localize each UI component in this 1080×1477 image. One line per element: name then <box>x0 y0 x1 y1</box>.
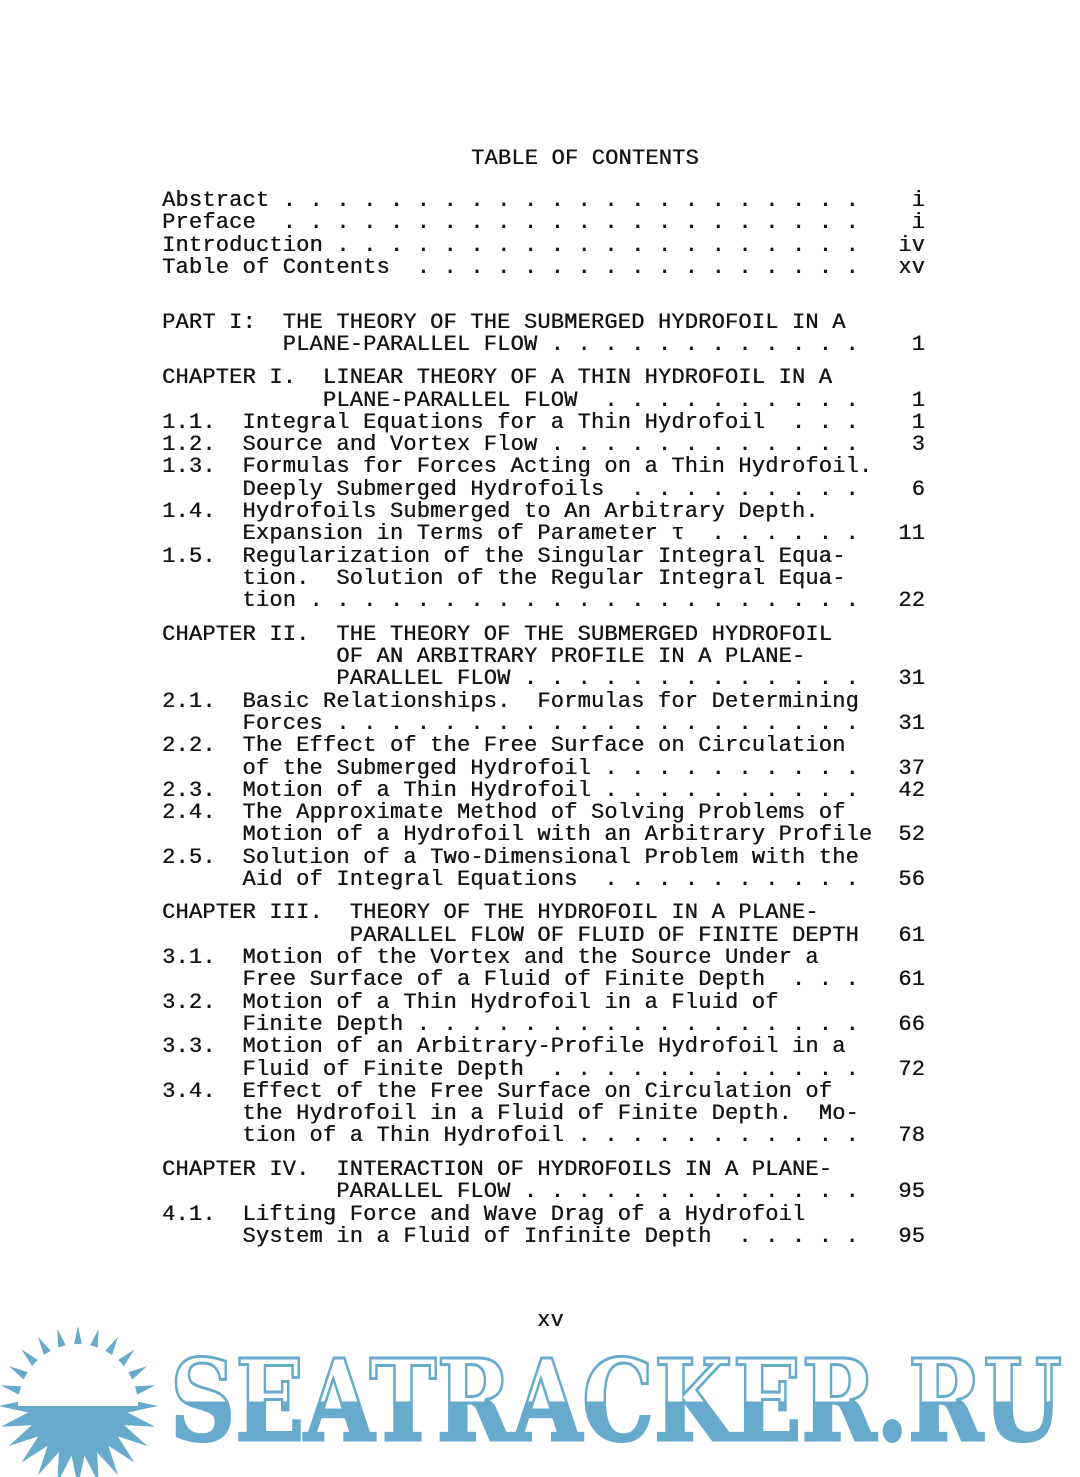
dot-leader: . . . . . . . . . . . . . <box>510 666 859 692</box>
toc-row <box>162 1036 932 1058</box>
page-number: 95 <box>898 1179 925 1205</box>
page-number: 3 <box>911 432 925 458</box>
toc-row <box>162 735 932 757</box>
page-number: 31 <box>898 666 925 692</box>
toc-row <box>162 922 932 948</box>
entry-number: 3.3. <box>162 1034 216 1060</box>
dot-leader: . . . . . . . . . . . . . . . . . . . . <box>322 710 859 736</box>
entry-title: Table of Contents <box>162 254 390 280</box>
toc-row <box>162 1103 932 1125</box>
sun-icon <box>0 1326 158 1477</box>
entry-title: Basic Relationships. Formulas for Determining <box>242 688 859 714</box>
page-number: iv <box>898 232 925 258</box>
entry-title: Motion of a Thin Hydrofoil in a Fluid of <box>242 989 779 1015</box>
toc-row <box>162 646 932 668</box>
entry-title: PARALLEL FLOW <box>336 1179 511 1205</box>
toc-row <box>162 668 932 690</box>
page-number: 52 <box>898 822 925 848</box>
page-number: 22 <box>898 588 925 614</box>
page-number: 31 <box>898 710 925 736</box>
entry-title: Source and Vortex Flow <box>242 432 538 458</box>
toc-row <box>162 590 932 612</box>
toc-row <box>162 254 932 280</box>
entry-number: 1.1. <box>162 409 216 435</box>
page-number: 61 <box>898 922 925 948</box>
toc-row <box>162 409 932 435</box>
dot-leader: . . . . . . . . . . <box>577 867 859 893</box>
page-number: xv <box>898 254 925 280</box>
page-number: 1 <box>911 387 925 413</box>
toc-row <box>162 1078 932 1104</box>
dot-leader: . . . . . . . . . . . . . . . . . . . . . . <box>269 188 859 213</box>
entry-title: Integral Equations for a Thin Hydrofoil <box>242 409 766 435</box>
entry-title: The Effect of the Free Surface on Circulation <box>242 733 846 759</box>
entry-title: the Hydrofoil in a Fluid of Finite Depth. Mo- <box>242 1101 859 1127</box>
dot-leader: . . . . . . . . . . <box>590 755 859 781</box>
entry-title: Abstract <box>162 188 270 213</box>
page-number: i <box>911 210 925 236</box>
toc-row <box>162 1156 932 1182</box>
toc-row <box>162 1125 932 1147</box>
toc-row <box>162 989 932 1015</box>
page-title: TABLE OF CONTENTS <box>471 146 699 171</box>
dot-leader: . . . . . . . . . . . . . . . . . . . . <box>322 232 859 258</box>
entry-title: PARALLEL FLOW OF FLUID OF FINITE DEPTH <box>349 922 859 948</box>
entry-title: LINEAR THEORY OF A THIN HYDROFOIL IN A <box>322 365 833 391</box>
toc-row <box>162 309 932 335</box>
toc-row <box>162 969 932 991</box>
dot-leader: . . . . . . . . . . . . . . . . . . . . . <box>296 588 859 614</box>
entry-number: 2.4. <box>162 800 216 826</box>
page-number: 42 <box>898 777 925 803</box>
entry-title: THE THEORY OF THE SUBMERGED HYDROFOIL IN A <box>282 309 846 335</box>
toc-row <box>162 190 932 212</box>
toc-row <box>162 1011 932 1037</box>
entry-number: 2.3. <box>162 777 216 803</box>
dot-leader: . . . . . . <box>684 521 859 547</box>
entry-title: PARALLEL FLOW <box>336 666 511 692</box>
toc-row <box>162 1223 932 1249</box>
entry-title: Effect of the Free Surface on Circulation of <box>242 1078 833 1104</box>
dot-leader: . . . . . . . . . . <box>577 387 859 413</box>
toc-row <box>162 367 932 389</box>
entry-number: 2.5. <box>162 844 216 870</box>
toc-row <box>162 1056 932 1082</box>
entry-number: 1.3. <box>162 454 216 480</box>
toc-row <box>162 777 932 803</box>
entry-title: Introduction <box>162 232 323 258</box>
page-number: i <box>911 188 925 213</box>
toc-row <box>162 844 932 870</box>
entry-title: Motion of an Arbitrary-Profile Hydrofoil in a <box>242 1034 846 1060</box>
entry-title: tion. Solution of the Regular Integral Equa- <box>242 565 846 591</box>
entry-number: 1.5. <box>162 543 216 569</box>
entry-title: The Approximate Method of Solving Problems of <box>242 800 846 826</box>
dot-leader: . . . . . . . . . . . . <box>523 1056 859 1082</box>
toc-row <box>162 523 932 545</box>
toc-row <box>162 755 932 781</box>
entry-number: 2.1. <box>162 688 216 714</box>
toc-row <box>162 802 932 824</box>
section-label: PART I: <box>162 309 256 335</box>
entry-title: PLANE-PARALLEL FLOW <box>282 331 538 357</box>
entry-title: Expansion in Terms of Parameter τ <box>242 521 685 547</box>
toc-row <box>162 476 932 502</box>
dot-leader: . . . . . . . . . . <box>590 777 859 803</box>
section-label: CHAPTER II. <box>162 621 310 647</box>
watermark-text: SEATRACKER.RU <box>170 1336 1062 1467</box>
toc-row <box>162 543 932 569</box>
entry-title: Motion of the Vortex and the Source Under a <box>242 945 819 971</box>
toc-row <box>162 902 932 924</box>
entry-title: of the Submerged Hydrofoil <box>242 755 591 781</box>
toc-row <box>162 621 932 647</box>
page-number: 56 <box>898 867 925 893</box>
entry-title: Finite Depth <box>242 1011 404 1037</box>
toc-row <box>162 434 932 456</box>
page-number: 37 <box>898 755 925 781</box>
entry-title: Aid of Integral Equations <box>242 867 578 893</box>
dot-leader: . . . . . <box>711 1223 859 1249</box>
page-number: 78 <box>898 1123 925 1149</box>
toc-row <box>162 232 932 258</box>
toc-row <box>162 331 932 357</box>
dot-leader: . . . . . . . . . . . <box>564 1123 859 1149</box>
entry-title: THE THEORY OF THE SUBMERGED HYDROFOIL <box>336 621 833 647</box>
entry-number: 3.4. <box>162 1078 216 1104</box>
entry-title: PLANE-PARALLEL FLOW <box>322 387 578 413</box>
dot-leader: . . . . . . . . . . . . . . . . . <box>389 254 859 280</box>
entry-title: Preface <box>162 210 256 236</box>
entry-title: THEORY OF THE HYDROFOIL IN A PLANE- <box>349 900 819 926</box>
entry-title: Motion of a Hydrofoil with an Arbitrary Profile <box>242 822 873 848</box>
entry-title: Hydrofoils Submerged to An Arbitrary Depth. <box>242 499 819 525</box>
entry-number: 3.1. <box>162 945 216 971</box>
entry-title: Deeply Submerged Hydrofoils <box>242 476 605 502</box>
toc-row <box>162 1201 932 1227</box>
entry-title: System in a Fluid of Infinite Depth <box>242 1223 712 1249</box>
page-number: xv <box>537 1308 564 1333</box>
page-number: 6 <box>911 476 925 502</box>
watermark-logo <box>0 1318 1080 1477</box>
section-label: CHAPTER I. <box>162 365 297 391</box>
dot-leader: . . . . . . . . . . . . . <box>510 1179 859 1205</box>
toc-row <box>162 688 932 714</box>
entry-title: Forces <box>242 710 323 736</box>
toc-row <box>162 1181 932 1203</box>
toc-row <box>162 710 932 736</box>
page-number: 61 <box>898 967 925 993</box>
entry-number: 1.4. <box>162 499 216 525</box>
section-label: CHAPTER IV. <box>162 1156 310 1182</box>
toc-row <box>162 565 932 591</box>
dot-leader: . . . . . . . . . . . . . . . . . . . . . . <box>255 210 859 236</box>
page-number: 11 <box>898 521 925 547</box>
entry-title: Fluid of Finite Depth <box>242 1056 524 1082</box>
entry-number: 4.1. <box>162 1201 216 1227</box>
toc-row <box>162 947 932 969</box>
dot-leader: . . . . . . . . . <box>604 476 859 502</box>
dot-leader: . . . . . . . . . . . . . . . . . <box>403 1011 859 1037</box>
entry-title: INTERACTION OF HYDROFOILS IN A PLANE- <box>336 1156 833 1182</box>
toc-row <box>162 456 932 478</box>
toc-row <box>162 501 932 523</box>
toc-row <box>162 824 932 846</box>
toc-row <box>162 869 932 891</box>
page-number: 72 <box>898 1056 925 1082</box>
entry-title: Formulas for Forces Acting on a Thin Hydrofoil. <box>242 454 873 480</box>
entry-title: Free Surface of a Fluid of Finite Depth <box>242 967 766 993</box>
page-number: 95 <box>898 1223 925 1249</box>
dot-leader: . . . <box>765 967 859 993</box>
page-number: 1 <box>911 409 925 435</box>
page-number: 66 <box>898 1011 925 1037</box>
entry-title: Motion of a Thin Hydrofoil <box>242 777 591 803</box>
entry-title: Lifting Force and Wave Drag of a Hydrofoil <box>242 1201 806 1227</box>
entry-title: OF AN ARBITRARY PROFILE IN A PLANE- <box>336 644 806 670</box>
dot-leader: . . . . . . . . . . . . <box>537 432 859 458</box>
dot-leader: . . . <box>765 409 859 435</box>
dot-leader: . . . . . . . . . . . . <box>537 331 859 357</box>
entry-title: Regularization of the Singular Integral Equa- <box>242 543 846 569</box>
entry-number: 3.2. <box>162 989 216 1015</box>
entry-title: Solution of a Two-Dimensional Problem with the <box>242 844 859 870</box>
entry-title: tion of a Thin Hydrofoil <box>242 1123 565 1149</box>
entry-number: 1.2. <box>162 432 216 458</box>
entry-title: tion <box>242 588 296 614</box>
toc-row <box>162 387 932 413</box>
toc-row <box>162 212 932 234</box>
entry-number: 2.2. <box>162 733 216 759</box>
page-number: 1 <box>911 331 925 357</box>
section-label: CHAPTER III. <box>162 900 323 926</box>
